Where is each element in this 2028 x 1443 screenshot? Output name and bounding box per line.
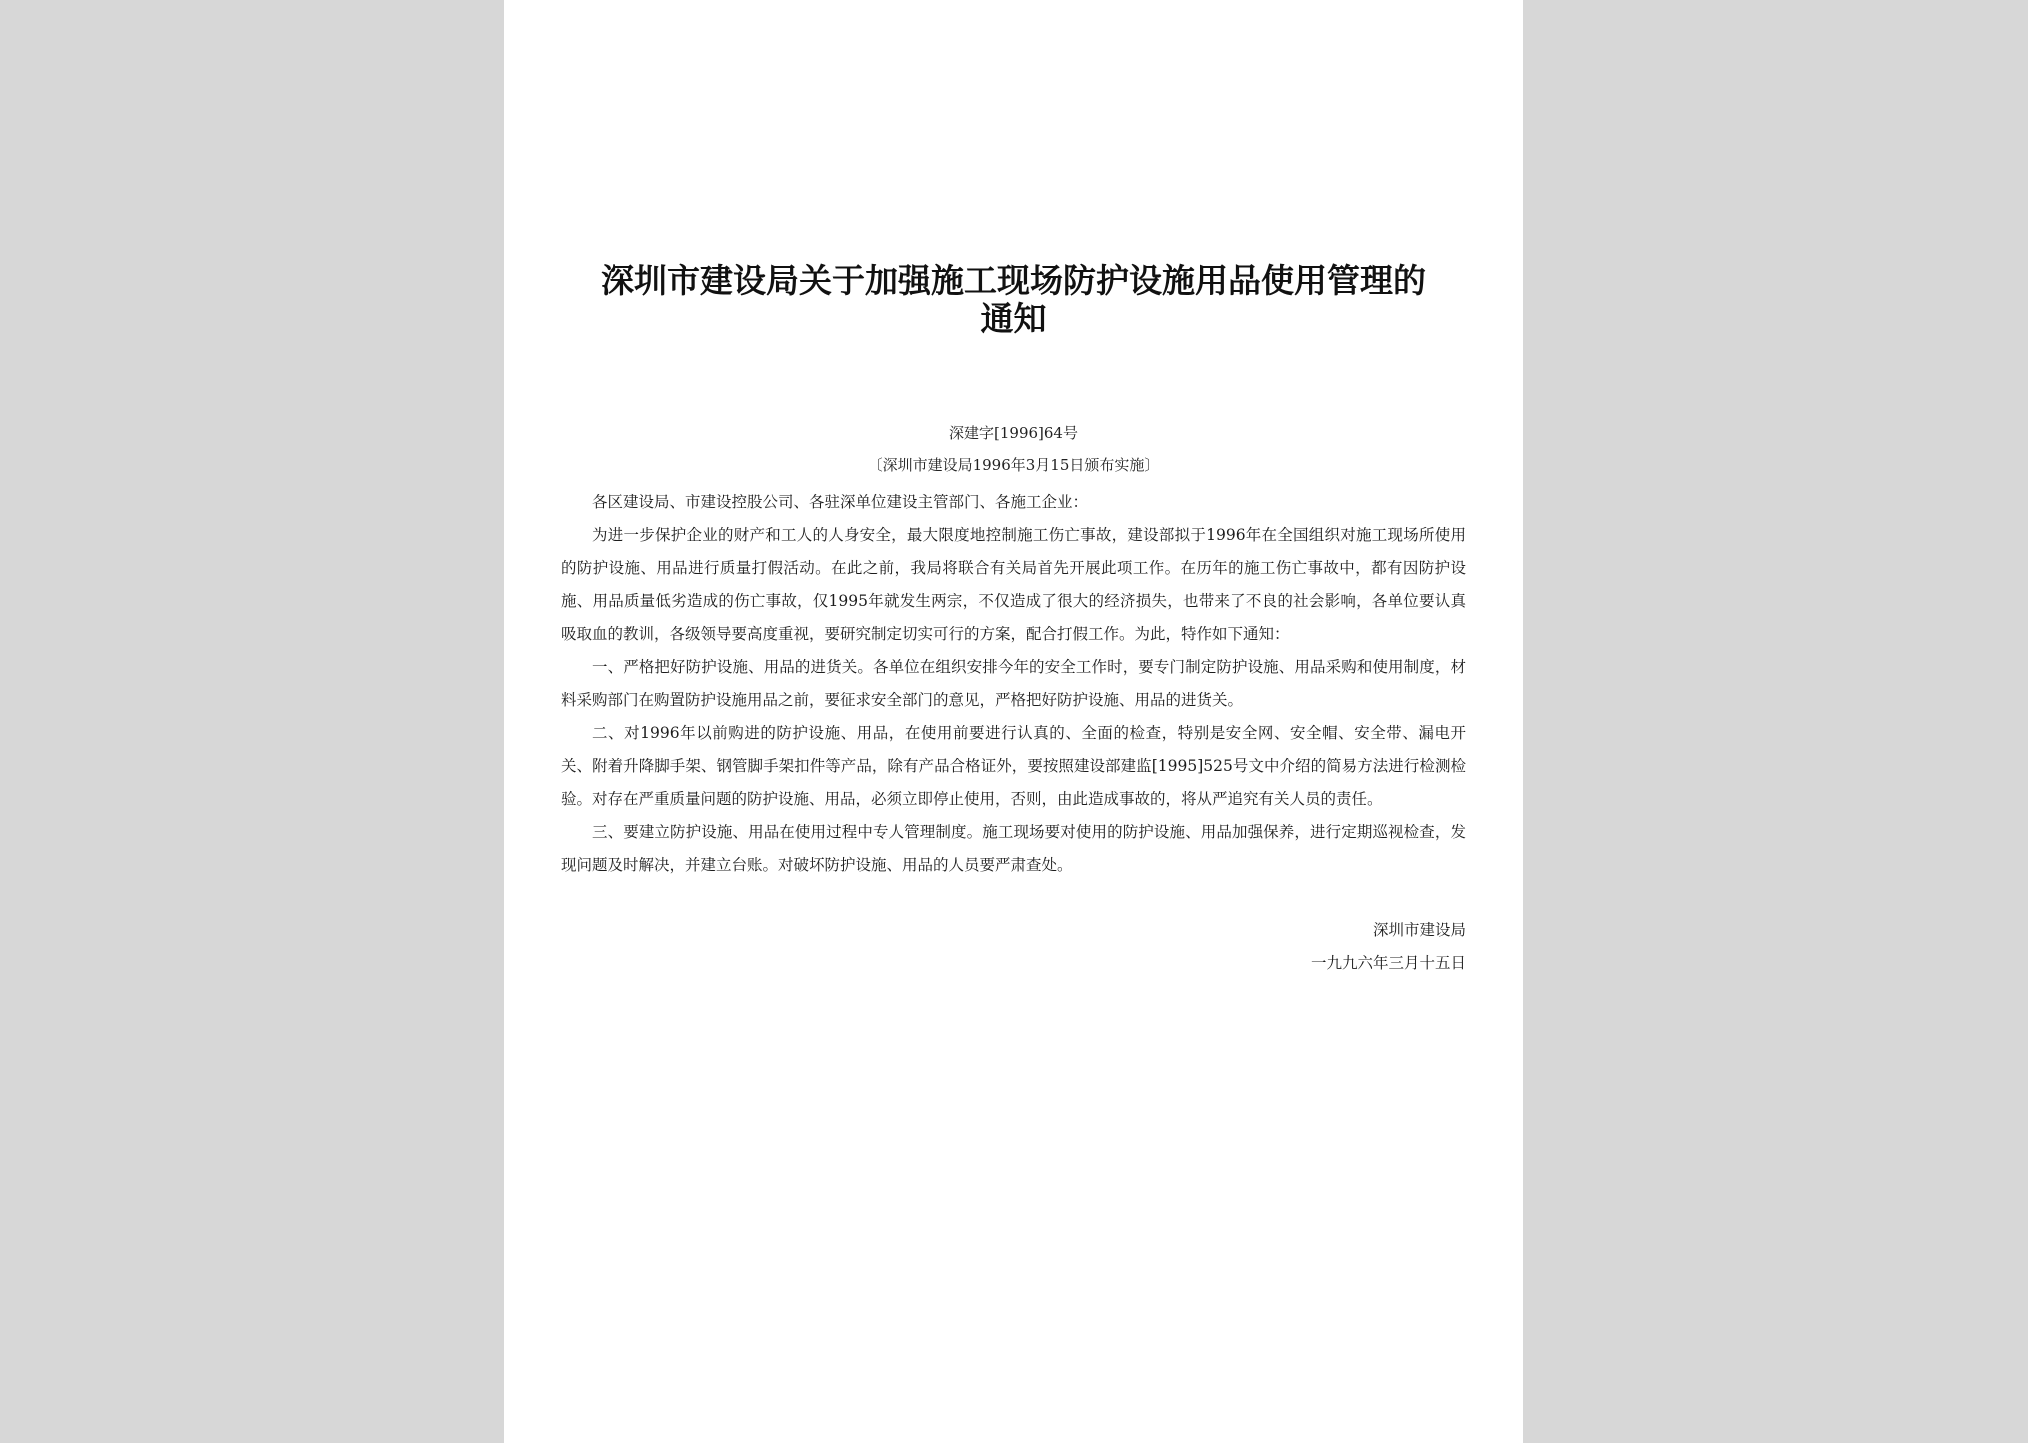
body-paragraph: 二、对1996年以前购进的防护设施、用品，在使用前要进行认真的、全面的检查，特别是安全网、安全帽、安全带、漏电开关、附着升降脚手架、钢管脚手架扣件等产品，除有产品合格证外，要按照建设部建监[1995]525号文中介绍的简易方法进行检测检验。对存在严重质量问题的防护设施、用品，必须立即停止使用，否则，由此造成事故的，将从严追究有关人员的责任。 <box>561 724 1466 808</box>
issuer-name: 深圳市建设局 <box>1372 921 1466 939</box>
body-paragraph: 为进一步保护企业的财产和工人的人身安全，最大限度地控制施工伤亡事故，建设部拟于1996年在全国组织对施工现场所使用的防护设施、用品进行质量打假活动。在此之前，我局将联合有关局首先开展此项工作。在历年的施工伤亡事故中，都有因防护设施、用品质量低劣造成的伤亡事故，仅1995年就发生两宗，不仅造成了很大的经济损失，也带来了不良的社会影响，各单位要认真吸取血的教训，各级领导要高度重视，要研究制定切实可行的方案，配合打假工作。为此，特作如下通知： <box>561 526 1466 643</box>
signature-block <box>1311 914 1466 980</box>
document-number: 深建字[1996]64号 <box>949 424 1078 442</box>
body-paragraph: 三、要建立防护设施、用品在使用过程中专人管理制度。施工现场要对使用的防护设施、用品加强保养，进行定期巡视检查，发现问题及时解决，并建立台账。对破坏防护设施、用品的人员要严肃查处。 <box>561 823 1466 874</box>
document-page <box>504 0 1523 1443</box>
body-paragraph: 一、严格把好防护设施、用品的进货关。各单位在组织安排今年的安全工作时，要专门制定防护设施、用品采购和使用制度，材料采购部门在购置防护设施用品之前，要征求安全部门的意见，严格把好防护设施、用品的进货关。 <box>561 658 1466 709</box>
document-title: 深圳市建设局关于加强施工现场防护设施用品使用管理的通知 <box>601 261 1426 338</box>
document-body <box>561 486 1466 882</box>
issue-date: 一九九六年三月十五日 <box>1310 954 1466 972</box>
promulgation-note: 〔深圳市建设局1996年3月15日颁布实施〕 <box>867 456 1160 474</box>
addressee-line: 各区建设局、市建设控股公司、各驻深单位建设主管部门、各施工企业： <box>592 493 1089 511</box>
